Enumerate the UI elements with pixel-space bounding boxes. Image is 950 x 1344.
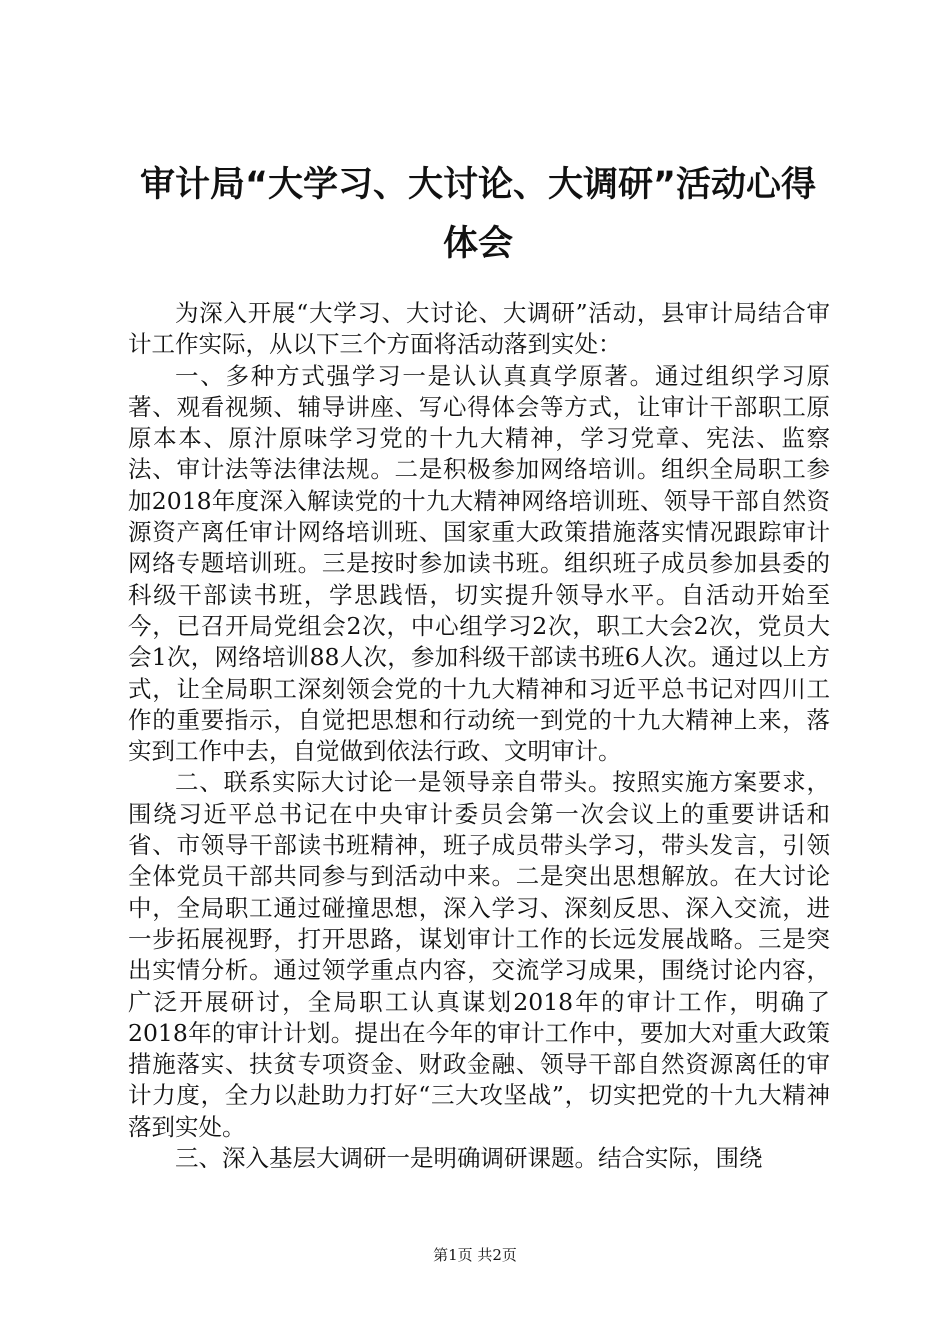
document-body [128, 298, 830, 1174]
paragraph-section-3: 三、深入基层大调研一是明确调研课题。结合实际，围绕 [175, 1144, 763, 1173]
document-title-line-1: 审计局“大学习、大讨论、大调研”活动心得 [139, 165, 816, 205]
page-number-footer: 第1页 共2页 [433, 1246, 517, 1264]
paragraph-section-1: 一、多种方式强学习一是认认真真学原著。通过组织学习原著、观看视频、辅导讲座、写心得体会等方式，让审计干部职工原原本本、原汁原味学习党的十九大精神，学习党章、宪法、监察法、审计法等法律法规。二是积极参加网络培训。组织全局职工参加2018年度深入解读党的十九大精神网络培训班、领导干部自然资源资产离任审计网络培训班、国家重大政策措施落实情况跟踪审计网络专题培训班。三是按时参加读书班。组织班子成员参加县委的科级干部读书班，学思践悟，切实提升领导水平。自活动开始至今，已召开局党组会2次，中心组学习2次，职工大会2次，党员大会1次，网络培训88人次，参加科级干部读书班6人次。通过以上方式，让全局职工深刻领会党的十九大精神和习近平总书记对四川工作的重要指示，自觉把思想和行动统一到党的十九大精神上来，落实到工作中去，自觉做到依法行政、文明审计。 [128, 361, 830, 766]
document-title-line-2: 体会 [442, 224, 513, 264]
paragraph-intro: 为深入开展“大学习、大讨论、大调研”活动，县审计局结合审计工作实际，从以下三个方面将活动落到实处： [128, 299, 830, 359]
paragraph-section-2: 二、联系实际大讨论一是领导亲自带头。按照实施方案要求，围绕习近平总书记在中央审计委员会第一次会议上的重要讲话和省、市领导干部读书班精神，班子成员带头学习，带头发言，引领全体党员干部共同参与到活动中来。二是突出思想解放。在大讨论中，全局职工通过碰撞思想，深入学习、深刻反思、深入交流，进一步拓展视野，打开思路，谋划审计工作的长远发展战略。三是突出实情分析。通过领学重点内容，交流学习成果，围绕讨论内容，广泛开展研讨，全局职工认真谋划2018年的审计工作，明确了2018年的审计计划。提出在今年的审计工作中，要加大对重大政策措施落实、扶贫专项资金、财政金融、领导干部自然资源离任的审计力度，全力以赴助力打好“三大攻坚战”，切实把党的十九大精神落到实处。 [128, 768, 830, 1141]
